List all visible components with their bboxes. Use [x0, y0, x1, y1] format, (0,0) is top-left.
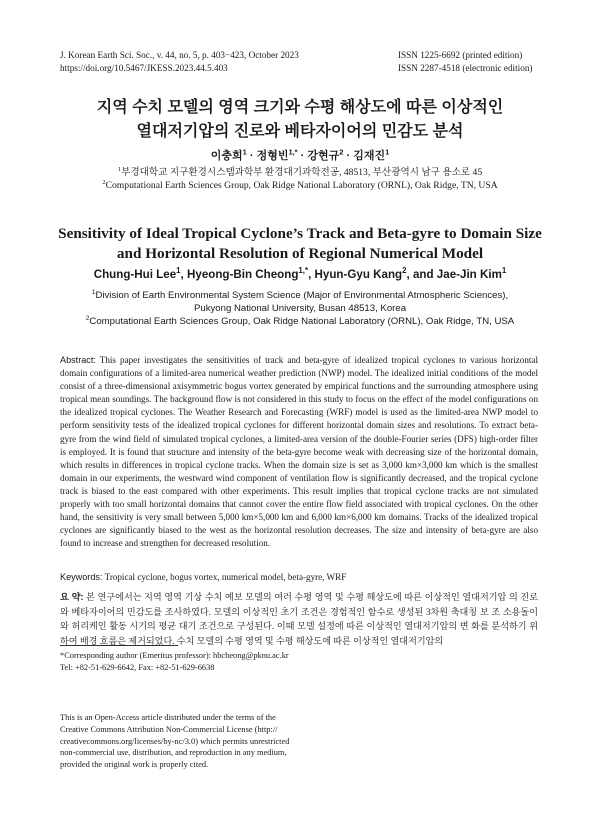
english-author: Chung-Hui Lee [93, 268, 177, 281]
english-title-line: Sensitivity of Ideal Tropical Cyclone’s Track and Beta-gyre to Domain Size [58, 225, 542, 242]
korean-author: 강현규 [307, 150, 340, 162]
abstract-line: the surrounding atmosphere using tropical mean soundings. The background flow is not considered in this study to focus [60, 381, 538, 405]
affiliation-mark: 2 [85, 314, 90, 322]
issn-header [398, 49, 532, 74]
author-separator: · [343, 150, 354, 162]
abstract-line: conditions of the model consist of a three-dimensional axisymmetric bogus vortex generated by empirical functions and [60, 368, 539, 392]
korean-author: 이충희 [210, 150, 243, 162]
abstract-line: the other hand, the sensitivity is very small between 5,000 km×5,000 km and 6,000 km×6,000 km domains. Tracks of the [60, 499, 538, 523]
english-author-list [30, 268, 570, 281]
abstract-line: intensity of the beta-gyre become weak with decreasing size of the horizontal domain, which results in differences in [60, 446, 539, 470]
abstract-line: biased to the east compared with other experiments. This result implies that tropical cyclone tracks are not simulated [91, 485, 538, 496]
english-author: Jae-Jin Kim [436, 268, 502, 281]
author-affiliation-mark: 1,* [288, 147, 298, 157]
author-affiliation-mark: 2 [339, 147, 344, 157]
journal-citation-header [60, 49, 299, 74]
abstract-line: tropical cyclone tracks. When the domain size is set as 3,000 km×3,000 km which is the smallest domain in our [60, 459, 538, 483]
author-affiliation-mark: 1,* [298, 266, 309, 276]
english-affiliations [30, 289, 570, 328]
affiliation-mark: 1 [91, 288, 96, 296]
open-access-line: This is an Open-Access article distributed under the terms of the [60, 713, 276, 722]
abstract-line: intensity of beta-gyre are also found to increase and strengthen for decreased resolution. [60, 525, 538, 549]
english-author: Hyeong-Bin Cheong [187, 268, 299, 281]
open-access-line: non-commercial use, distribution, and reproduction in any medium, [60, 748, 287, 758]
korean-affiliation-2: $^2$Computational Earth Sciences Group, Oak Ridge National Laboratory (ORNL), Oak Ridge, TN, USA [102, 178, 498, 191]
korean-author: 김재진 [353, 150, 386, 162]
issn-electronic: ISSN 2287-4518 (electronic edition) [398, 62, 533, 73]
open-access-line: creativecommons.org/licenses/by-nc/3.0) which permits unrestricted [60, 736, 290, 746]
author-separator: · [246, 150, 257, 162]
korean-author-list [30, 147, 570, 163]
abstract-line: a limited-area version of the double-Fourier series (DFS) high-order filter is employed. It is found that structure and [60, 433, 539, 457]
author-separator: , and [406, 268, 437, 281]
footnote-divider [60, 645, 178, 646]
korean-summary-line: 화를 분석하기 위하여 배경 흐름은 제거되었다. 수치 모델의 수평 영역 및 수평 해상도에 따른 이상적인 열대저기압의 [60, 621, 538, 646]
abstract-line: properly with too small horizontal domains that cannot cover the entire flow field associated with tropical cyclones. On [60, 499, 503, 510]
korean-summary-line: 의 진로와 베타자이어의 민감도를 조사하였다. 모델의 이상적인 초기 조건은 경험적인 함수로 생성된 3차원 축대칭 보 [60, 592, 538, 617]
abstract-line: (WRF) model is used as the limited-area NWP model to perform sensitivity tests of the idealized tropical cyclones for [60, 407, 538, 431]
abstract [60, 354, 538, 550]
abstract-line: This paper investigates the sensitivities of track and beta-gyre of idealized tropical cyclones to various [99, 355, 498, 365]
korean-title-line: 지역 수치 모델의 영역 크기와 수평 해상도에 따른 이상적인 [96, 99, 504, 116]
author-separator: , [180, 268, 187, 281]
korean-summary-label: 요 약: [60, 592, 84, 602]
author-affiliation-mark: 1 [242, 147, 247, 157]
doi-link[interactable]: https://doi.org/10.5467/JKESS.2023.44.5.403 [60, 62, 228, 73]
english-title-line: and Horizontal Resolution of Regional Numerical Model [116, 245, 484, 262]
english-affiliation-1-cont: Pukyong National University, Busan 48513, Korea [193, 303, 407, 314]
abstract-line: idealized tropical cyclones are significantly biased to the west as the horizontal resolution decreases. The size and [60, 512, 538, 536]
english-affiliation-1: $^1$Division of Earth Environmental System Science (Major of Environmental Atmospheric Sciences), [91, 288, 509, 301]
corresponding-author-footnote [60, 650, 289, 673]
open-access-line: provided the original work is properly cited. [60, 760, 209, 770]
author-affiliation-mark: 2 [402, 266, 407, 276]
contact-info: Tel: +82-51-629-6642, Fax: +82-51-629-6638 [60, 662, 215, 672]
open-access-notice [60, 712, 300, 771]
abstract-line: horizontal domain configurations of a limited-area numerical weather prediction (NWP) model. The idealized initial [60, 355, 538, 379]
author-separator: , [308, 268, 315, 281]
affiliation-mark: 2 [102, 178, 106, 186]
author-affiliation-mark: 1 [501, 266, 507, 276]
issn-print: ISSN 1225-6692 (printed edition) [398, 50, 523, 60]
keywords-label: Keywords: [60, 572, 103, 582]
english-affiliation-2: $^2$Computational Earth Sciences Group, Oak Ridge National Laboratory (ORNL), Oak Ridge, TN, USA [85, 314, 515, 327]
abstract-line: different horizontal domain sizes and resolutions. To extract beta-gyre from the wind field of simulated tropical cyclones, [60, 420, 538, 444]
english-author: Hyun-Gyu Kang [314, 268, 403, 281]
korean-affiliations [30, 166, 570, 192]
korean-summary-line: 본 연구에서는 지역 영역 기상 수치 예보 모델의 여러 수평 영역 및 수평 해상도에 따른 이상적인 열대저기압 [86, 592, 507, 602]
abstract-label: Abstract: [60, 355, 96, 365]
korean-summary [60, 590, 538, 648]
keywords-text: Tropical cyclone, bogus vortex, numerical model, beta-gyre, WRF [104, 572, 347, 582]
author-affiliation-mark: 1 [385, 147, 390, 157]
korean-affiliation-1: $^1$부경대학교 지구환경시스템과학부 환경대기과학전공, 48513, 부산광역시 남구 용소로 45 [117, 165, 483, 178]
abstract-line: on the effect of the model configurations on the idealized tropical cyclones. The Weather Research and Forecasting [60, 394, 539, 418]
journal-line: J. Korean Earth Sci. Soc., v. 44, no. 5, p. 403−423, October 2023 [60, 50, 299, 60]
english-title [30, 224, 570, 264]
corresponding-author: *Corresponding author (Emeritus professor): hbcheong@pknu.ac.kr [60, 651, 289, 660]
korean-summary-line: 조 소용돌이와 허리케인 활동 시기의 평균 대기 조건으로 구성된다. 이때 모델 설정에 따른 이상적인 열대저기압의 변 [60, 606, 538, 632]
affiliation-mark: 1 [117, 165, 122, 173]
korean-title [30, 96, 570, 144]
korean-title-line: 열대저기압의 진로와 베타자이어의 민감도 분석 [136, 123, 464, 140]
korean-author: 정형빈 [256, 150, 289, 162]
open-access-line: Creative Commons Attribution Non-Commercial License (http:// [60, 724, 278, 734]
keywords [60, 571, 538, 584]
author-affiliation-mark: 1 [176, 266, 181, 276]
abstract-line: experiments, the westward wind component of ventilation flow is significantly decreased, and the tropical cyclone track is [60, 472, 538, 496]
author-separator: · [297, 150, 308, 162]
